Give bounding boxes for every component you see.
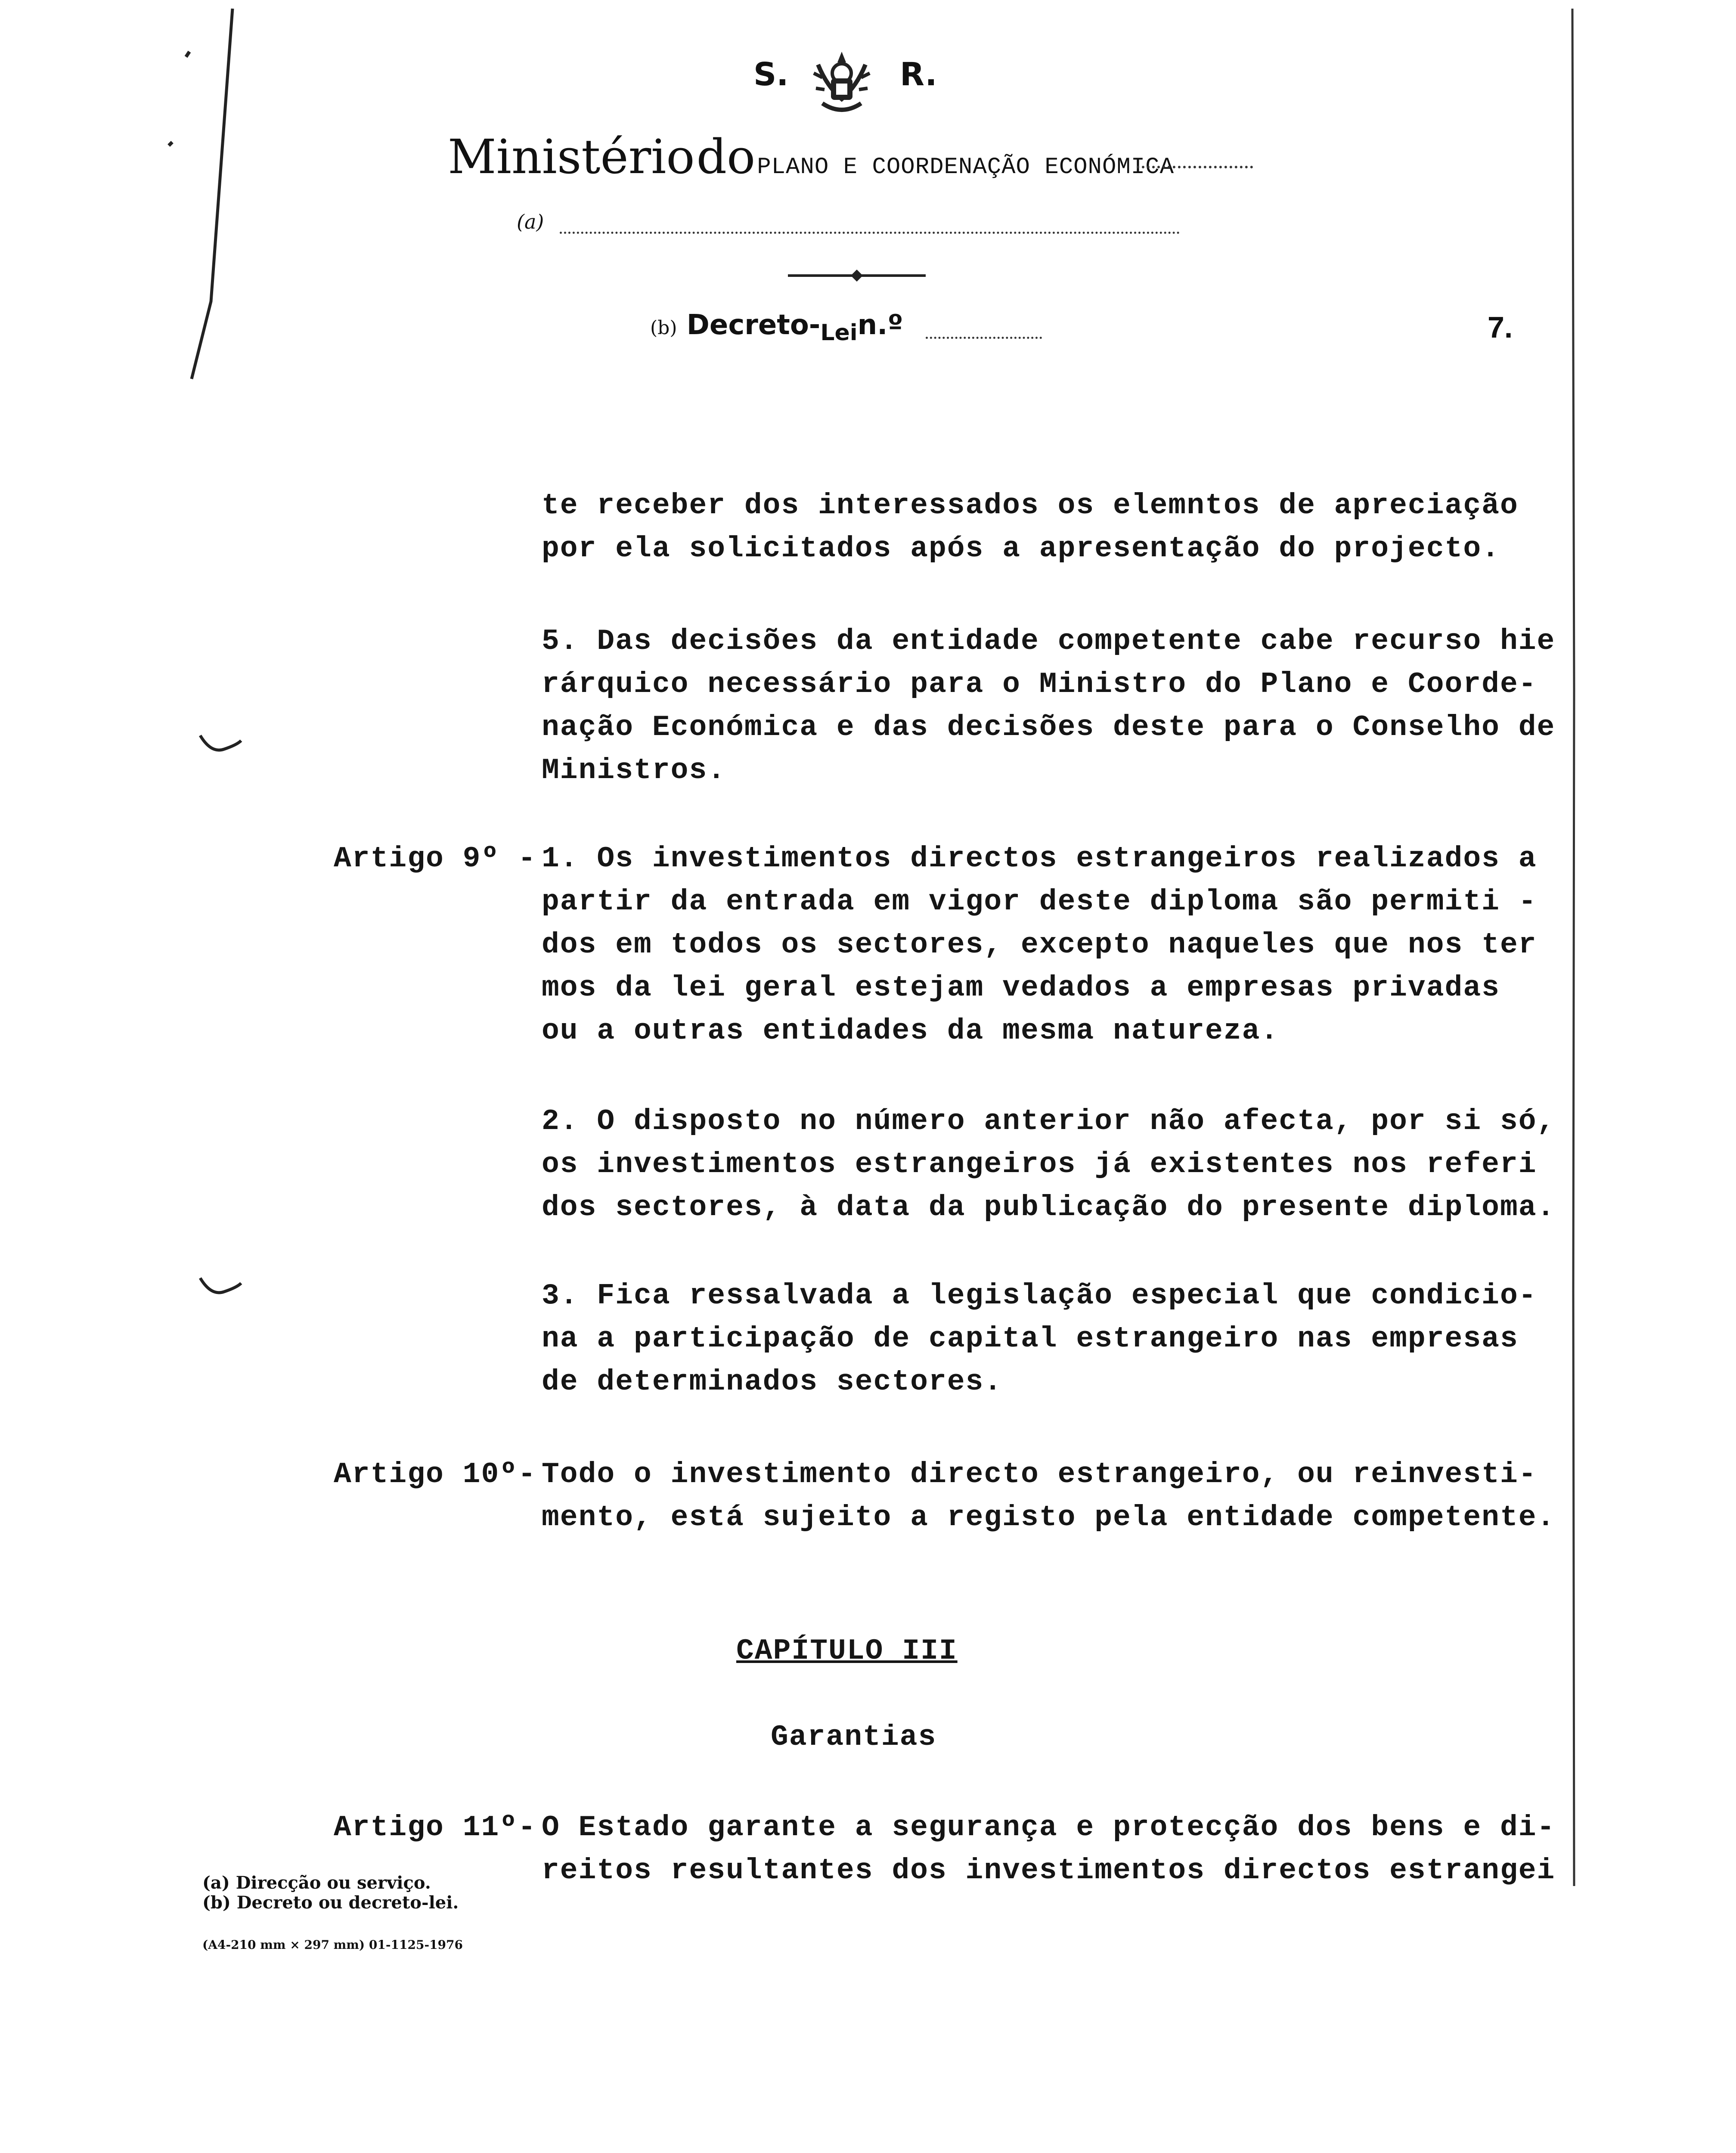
- text-line: Ministros.: [542, 754, 726, 787]
- text-line: dos sectores, à data da publicação do presente diploma.: [542, 1191, 1556, 1224]
- article-9-label: Artigo 9º -: [334, 842, 536, 875]
- text-line: mos da lei geral estejam vedados a empresas privadas: [542, 971, 1500, 1005]
- margin-check-mark: [198, 732, 245, 758]
- header-sr: [745, 47, 986, 133]
- page-number: 7.: [1488, 310, 1513, 344]
- right-border-line: [1567, 0, 1580, 1895]
- decreto-text: Decreto-: [686, 309, 821, 341]
- article-9-paragraph-3: [542, 1275, 1537, 1404]
- text-line: 3. Fica ressalvada a legislação especial que condicio-: [542, 1279, 1537, 1312]
- text-line: rárquico necessário para o Ministro do Plano e Coorde-: [542, 668, 1537, 701]
- article-11-label: Artigo 11º-: [334, 1811, 536, 1844]
- footnote-b: (b) Decreto ou decreto-lei.: [202, 1892, 459, 1913]
- article-9-paragraph-1: [542, 838, 1537, 1053]
- article-10-text: [542, 1453, 1555, 1539]
- text-line: dos em todos os sectores, excepto naqueles que nos ter: [542, 928, 1537, 962]
- article-11-text: [542, 1806, 1555, 1892]
- ornament-divider: [784, 267, 930, 284]
- text-line: os investimentos estrangeiros já existentes nos referi: [542, 1148, 1537, 1181]
- coat-of-arms-icon: [805, 47, 878, 121]
- decreto-lei: Lei: [820, 320, 858, 346]
- text-line: nação Económica e das decisões deste para o Conselho de: [542, 711, 1556, 744]
- text-line: reitos resultantes dos investimentos directos estrangei: [542, 1854, 1556, 1887]
- decreto-dotted-line: [926, 337, 1042, 339]
- chapter-title: CAPÍTULO III: [736, 1635, 958, 1668]
- line-a-dotted: [560, 232, 1180, 234]
- text-line: de determinados sectores.: [542, 1365, 1003, 1399]
- text-line: O Estado garante a segurança e protecção dos bens e di-: [542, 1811, 1556, 1844]
- text-line: Todo o investimento directo estrangeiro, ou reinvesti-: [542, 1458, 1537, 1491]
- paragraph-5: [542, 620, 1555, 792]
- form-code: (A4-210 mm × 297 mm) 01-1125-1976: [202, 1938, 463, 1952]
- article-10-label: Artigo 10º-: [334, 1458, 536, 1491]
- ministry-prefix: Ministério: [448, 129, 695, 184]
- text-line: 5. Das decisões da entidade competente cabe recurso hie: [542, 625, 1556, 658]
- line-a-label: (a): [517, 210, 544, 233]
- left-margin-stroke: [146, 0, 250, 388]
- paragraph-continuation: [542, 484, 1519, 571]
- header-r-letter: R.: [900, 56, 937, 93]
- ministry-dotted-line: [1137, 166, 1253, 168]
- text-line: 2. O disposto no número anterior não afecta, por si só,: [542, 1105, 1556, 1138]
- text-line: mento, está sujeito a registo pela entidade competente.: [542, 1501, 1556, 1534]
- article-9-paragraph-2: [542, 1100, 1555, 1229]
- ministry-line: [448, 129, 1174, 184]
- text-line: partir da entrada em vigor deste diploma são permiti -: [542, 885, 1537, 918]
- footnote-a: (a) Direcção ou serviço.: [202, 1873, 431, 1893]
- text-line: 1. Os investimentos directos estrangeiros realizados a: [542, 842, 1537, 875]
- ministry-do: do: [696, 129, 756, 184]
- form-footnotes: [202, 1873, 459, 1913]
- margin-check-mark: [198, 1275, 245, 1300]
- text-line: ou a outras entidades da mesma natureza.: [542, 1014, 1279, 1048]
- decreto-number-label: n.º: [857, 309, 903, 341]
- header-s-letter: S.: [753, 56, 789, 93]
- text-line: na a participação de capital estrangeiro nas empresas: [542, 1322, 1519, 1356]
- ministry-name: PLANO E COORDENAÇÃO ECONÓMICA: [757, 154, 1174, 180]
- decreto-line: [650, 309, 903, 346]
- text-line: te receber dos interessados os elemntos de apreciação: [542, 489, 1519, 522]
- text-line: por ela solicitados após a apresentação do projecto.: [542, 532, 1500, 565]
- chapter-subtitle: Garantias: [771, 1721, 937, 1754]
- decreto-label: (b): [650, 317, 677, 339]
